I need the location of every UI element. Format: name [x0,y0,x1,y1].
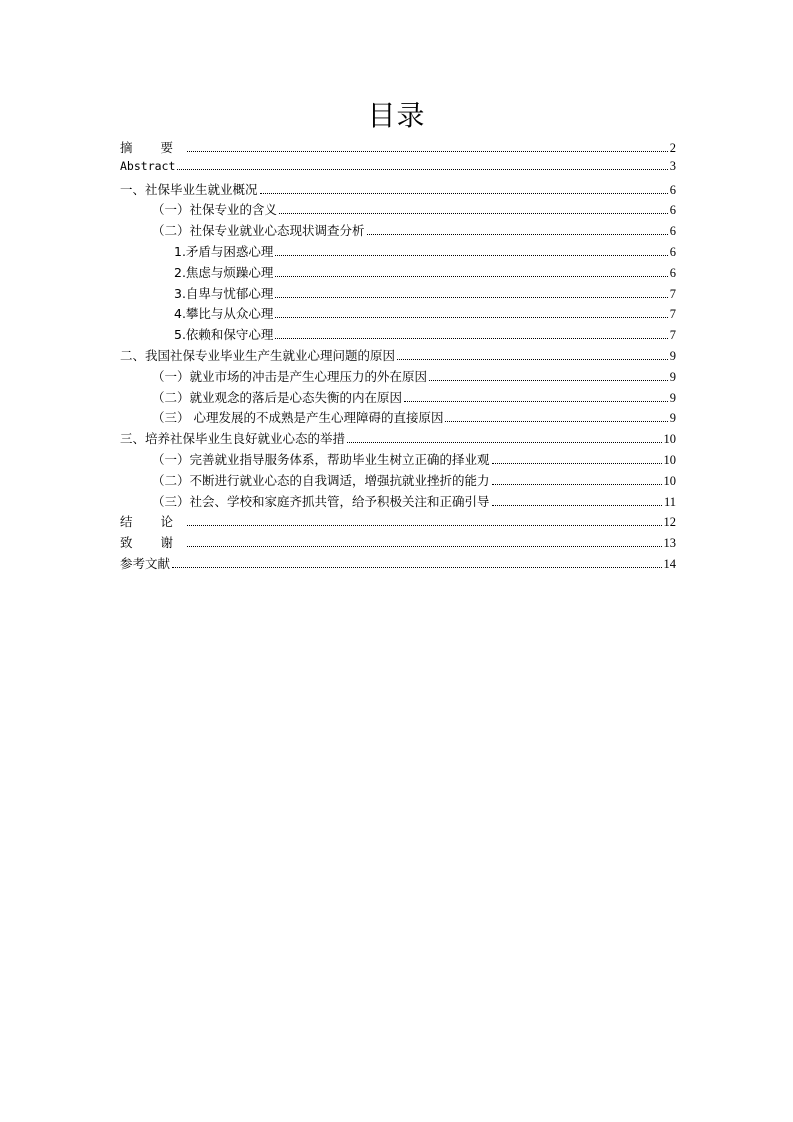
table-of-contents [120,138,676,575]
toc-entry-label: （三）社会、学校和家庭齐抓共管，给予积极关注和正确引导 [152,493,490,509]
dot-leader [172,567,661,568]
toc-entry-subsection[interactable] [120,304,676,325]
toc-entry-label: 5.依赖和保守心理 [174,327,274,343]
toc-entry-page: 10 [663,452,676,467]
toc-entry-section[interactable] [120,221,676,242]
toc-entry-label: （一）社保专业的含义 [152,202,278,218]
toc-entry-label: 2.焦虑与烦躁心理 [174,264,274,280]
toc-entry-page: 13 [663,536,676,551]
toc-entry-subsection[interactable] [120,325,676,346]
dot-leader [177,169,667,170]
toc-entry-references[interactable] [120,554,676,575]
toc-entry-chapter-1[interactable] [120,180,676,201]
toc-entry-label: 摘 要 [120,140,185,155]
toc-entry-page: 9 [669,348,676,363]
toc-entry-abstract-cn[interactable] [120,138,676,159]
toc-entry-label: （二）不断进行就业心态的自我调适，增强抗就业挫折的能力 [152,472,490,488]
toc-entry-label: 二、我国社保专业毕业生产生就业心理问题的原因 [120,347,396,363]
toc-entry-subsection[interactable] [120,284,676,305]
dot-leader [492,505,662,506]
toc-entry-page: 3 [669,158,676,173]
toc-entry-label: 1.矛盾与困惑心理 [174,243,274,259]
toc-entry-page: 6 [669,244,676,259]
dot-leader [260,193,668,194]
dot-leader [275,338,667,339]
dot-leader [397,359,668,360]
toc-entry-page: 6 [669,265,676,280]
toc-entry-section[interactable] [120,492,676,513]
toc-entry-label: （三） 心理发展的不成熟是产生心理障碍的直接原因 [152,410,444,426]
toc-entry-section[interactable] [120,450,676,471]
toc-entry-section[interactable] [120,388,676,409]
toc-entry-page: 14 [663,556,676,571]
toc-entry-label: 致 谢 [120,535,185,551]
toc-entry-page: 7 [669,307,676,322]
toc-entry-page: 9 [669,411,676,426]
toc-entry-chapter-2[interactable] [120,346,676,367]
toc-entry-section[interactable] [120,408,676,429]
toc-entry-page: 9 [669,390,676,405]
toc-entry-label: 结 论 [120,514,185,530]
dot-leader [429,380,668,381]
dot-leader [187,525,662,526]
toc-entry-subsection[interactable] [120,263,676,284]
toc-entry-page: 7 [669,286,676,301]
toc-entry-page: 9 [669,369,676,384]
toc-entry-page: 7 [669,328,676,343]
toc-entry-page: 6 [669,224,676,239]
toc-entry-label: Abstract [120,158,176,173]
toc-entry-section[interactable] [120,200,676,221]
toc-entry-label: 一、社保毕业生就业概况 [120,181,258,197]
toc-entry-abstract-en[interactable] [120,159,676,180]
toc-entry-page: 10 [663,473,676,488]
toc-entry-page: 11 [663,494,676,509]
dot-leader [275,317,667,318]
toc-entry-page: 6 [669,203,676,218]
dot-leader [187,546,662,547]
dot-leader [347,442,661,443]
toc-entry-label: （一）就业市场的冲击是产生心理压力的外在原因 [152,368,428,384]
toc-entry-subsection[interactable] [120,242,676,263]
toc-entry-label: 4.攀比与从众心理 [174,306,274,322]
toc-entry-acknowledgements[interactable] [120,533,676,554]
dot-leader [492,484,662,485]
toc-entry-chapter-3[interactable] [120,429,676,450]
toc-entry-page: 2 [669,141,676,155]
toc-title: 目录 [367,99,426,132]
toc-entry-label: 3.自卑与忧郁心理 [174,285,274,301]
dot-leader [275,297,667,298]
toc-entry-page: 6 [669,182,676,197]
toc-entry-conclusion[interactable] [120,512,676,533]
toc-entry-label: 参考文献 [120,555,171,571]
toc-entry-page: 12 [663,515,676,530]
toc-entry-section[interactable] [120,471,676,492]
toc-entry-label: 三、培养社保毕业生良好就业心态的举措 [120,431,346,447]
toc-entry-page: 10 [663,432,676,447]
dot-leader [367,234,668,235]
toc-entry-label: （二）社保专业就业心态现状调查分析 [152,223,365,239]
toc-entry-label: （二）就业观念的落后是心态失衡的内在原因 [152,389,403,405]
dot-leader [404,401,668,402]
dot-leader [275,276,667,277]
dot-leader [275,255,667,256]
dot-leader [445,421,667,422]
dot-leader [492,463,662,464]
toc-entry-section[interactable] [120,367,676,388]
dot-leader [279,213,668,214]
toc-entry-label: （一）完善就业指导服务体系，帮助毕业生树立正确的择业观 [152,451,490,467]
dot-leader [187,151,668,152]
